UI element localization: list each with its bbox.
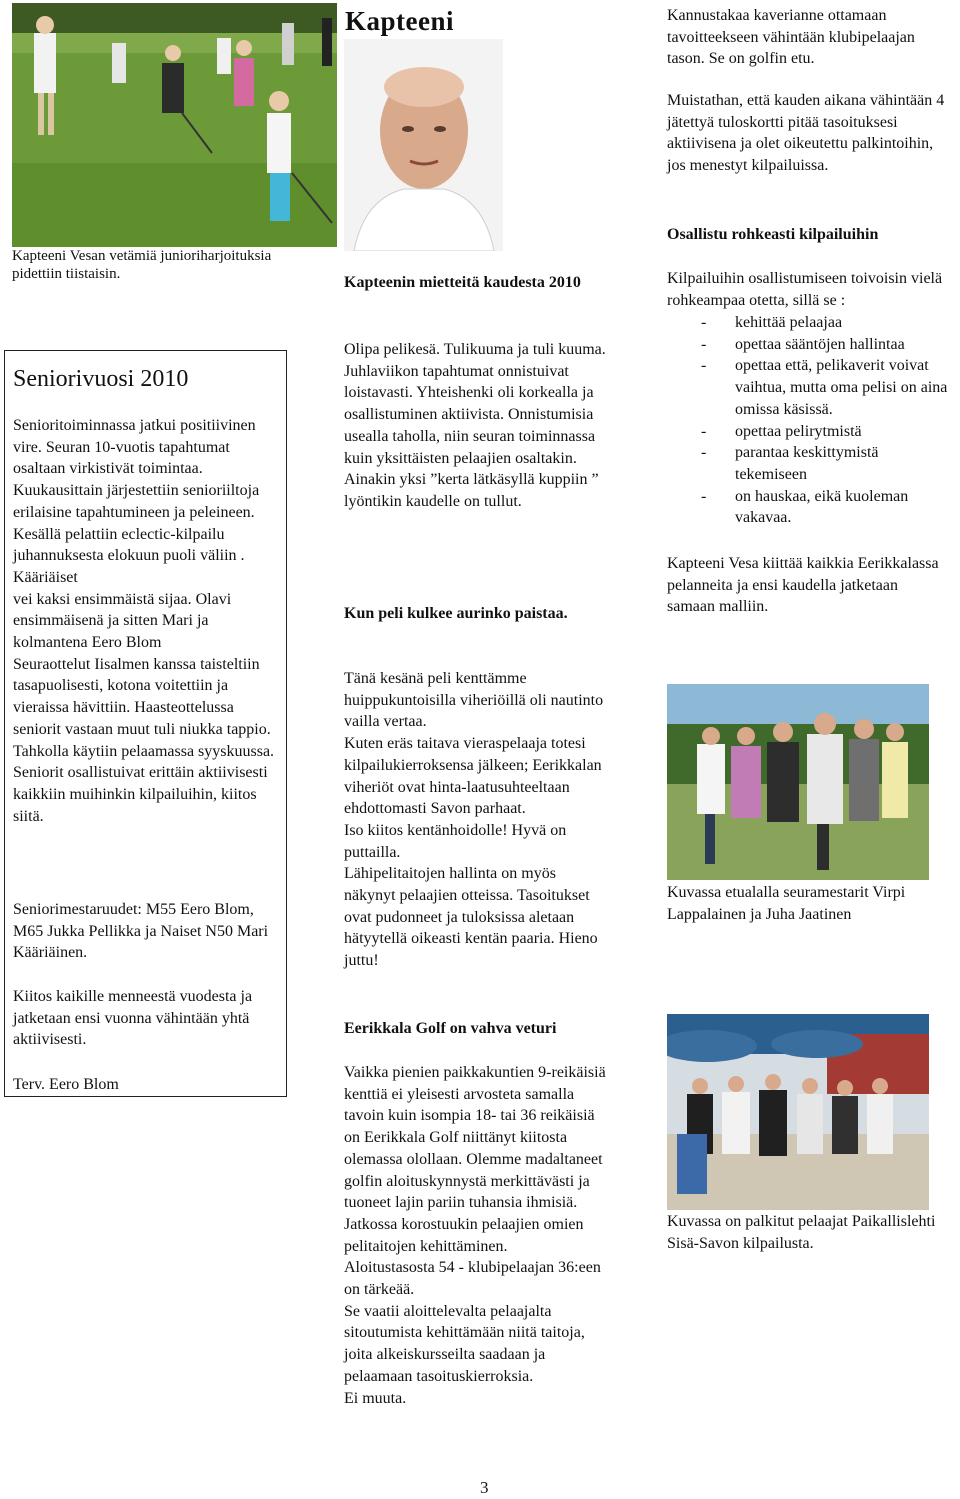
vahva-veturi-text: Vaikka pienien paikkakuntien 9-reikäisiä kenttiä ei yleisesti arvosteta samalla tavoin kuin isompia 18- tai 36 reikäisiä on Eerikkala Golf niittänyt kiitosta olemassa olollaan. Olemme madaltaneet golfin aloituskynnystä merkittävästi ja tuoneet lajin pariin tuhansia ihmisiä. Jatkossa korostuukin pelaajien omien pelitaitojen kehittäminen. Aloitustasosta 54 - klubipelaajan 36:een on tärkeää. Se vaatii aloittelevalta pelaajalta sitoutumista kehittämään niitä taitoja, joita alkeiskursseilta saadaan ja pelaamaan tasoituskierroksia. Ei muuta. xyxy=(344,1064,606,1407)
intro-text: Kannustakaa kaverianne ottamaan tavoitteekseen vähintään klubipelaajan tason. Se on golfin etu. xyxy=(667,7,915,68)
list-item: - on hauskaa, eikä kuoleman vakavaa. xyxy=(701,487,909,527)
champions-photo-caption: Kuvassa etualalla seuramestarit Virpi Lappalainen ja Juha Jaatinen xyxy=(667,884,906,923)
list-item: - opettaa että, pelikaverit voivat vaihtua, mutta oma pelisi on aina omissa käsissä. xyxy=(701,357,948,418)
reminder-text: Muistathan, että kauden aikana vähintään 4 jätettyä tuloskortti pitää tasoituksesi aktiivisena ja olet oikeutettu palkintoihin, jos menestyt kilpailuissa. xyxy=(667,92,945,175)
thanks-text: Kapteeni Vesa kiittää kaikkia Eerikkalassa pelanneita ja ensi kaudella jatketaan samaan malliin. xyxy=(667,555,939,616)
award-winners-photo xyxy=(667,1014,929,1210)
compete-intro: Kilpailuihin osallistumiseen toivoisin vielä rohkeampaa otetta, sillä se : xyxy=(667,270,943,309)
seniorivuosi-paragraph-1: Senioritoiminnassa jatkui positiivinen vire. Seuran 10-vuotis tapahtumat osaltaan virkistivät toimintaa. Kuukausittain järjestettiin senioriiltoja erilaisine tapahtumineen ja peleineen. Kesällä pelattiin eclectic-kilpailu juhannuksesta elokuun puoli väliin . Kääriäiset vei kaksi ensimmäistä sijaa. Olavi ensimmäisenä ja sitten Mari ja kolmantena Eero Blom Seuraottelut Iisalmen kanssa taisteltiin tasapuolisesti, kotona voitettiin ja vieraissa hävittiin. Haasteottelussa seniorit vastaan muut tuli niukka tappio. Tahkolla käytiin pelaamassa syyskuussa. Seniorit osallistuivat erittäin aktiivisesti kaikkiin muihinkin kilpailuihin, kiitos siitä. xyxy=(13,417,275,825)
seniorivuosi-signature: Terv. Eero Blom xyxy=(13,1076,119,1093)
junior-photo-caption: Kapteeni Vesan vetämiä junioriharjoituksia pidettiin tiistaisin. xyxy=(12,248,272,282)
page-number: 3 xyxy=(480,1478,489,1497)
compete-benefits-list xyxy=(667,312,959,529)
seniorivuosi-paragraph-3: Kiitos kaikille menneestä vuodesta ja jatketaan ensi vuonna vähintään yhtä aktiivisesti. xyxy=(13,988,253,1049)
club-champions-photo xyxy=(667,684,929,880)
list-item: - parantaa keskittymistä tekemiseen xyxy=(701,444,879,483)
award-photo-caption: Kuvassa on palkitut pelaajat Paikallislehti Sisä-Savon kilpailusta. xyxy=(667,1213,936,1252)
kapteeni-thoughts-text: Olipa pelikesä. Tulikuuma ja tuli kuuma. Juhlaviikon tapahtumat onnistuivat loistavasti. Yhteishenki oli korkealla ja osallistuminen aktiivista. Onnistumisia usealla taholla, niin seuran toiminnassa kuin yksittäisten pelaajien osaltakin. Ainakin yksi ”kerta lätkäsyllä kuppiin ” lyöntikin kaudelle on tullut. xyxy=(344,341,606,510)
list-item: - opettaa pelirytmistä xyxy=(701,422,862,440)
seniorivuosi-paragraph-2: Seniorimestaruudet: M55 Eero Blom, M65 Jukka Pellikka ja Naiset N50 Mari Kääriäinen. xyxy=(13,901,269,962)
list-item: - kehittää pelaajaa xyxy=(701,314,843,331)
kapteeni-thoughts-title: Kapteenin mietteitä kaudesta 2010 xyxy=(344,274,581,291)
compete-title: Osallistu rohkeasti kilpailuihin xyxy=(667,226,879,243)
seniorivuosi-box xyxy=(4,350,287,1097)
kapteeni-heading: Kapteeni xyxy=(345,6,454,36)
junior-training-photo xyxy=(12,3,337,247)
peli-kulkee-title: Kun peli kulkee aurinko paistaa. xyxy=(344,605,568,622)
peli-kulkee-text: Tänä kesänä peli kenttämme huippukuntoisilla viheriöillä oli nautinto vailla vertaa. Kuten eräs taitava vieraspelaaja totesi kilpailukierroksensa jälkeen; Eerikkalan viheriöt ovat hinta-laatusuhteeltaan ehdottomasti Savon parhaat. Iso kiitos kentänhoidolle! Hyvä on puttailla. Lähipelitaitojen hallinta on myös näkynyt pelaajien otteissa. Tasoitukset ovat pudonneet ja tuloksissa aletaan hätyytellä oikeasti kentän paaria. Hieno juttu! xyxy=(344,670,604,970)
list-item: - opettaa sääntöjen hallintaa xyxy=(701,335,905,353)
kapteeni-portrait xyxy=(344,39,503,251)
vahva-veturi-title: Eerikkala Golf on vahva veturi xyxy=(344,1020,557,1037)
seniorivuosi-title: Seniorivuosi 2010 xyxy=(13,366,189,392)
